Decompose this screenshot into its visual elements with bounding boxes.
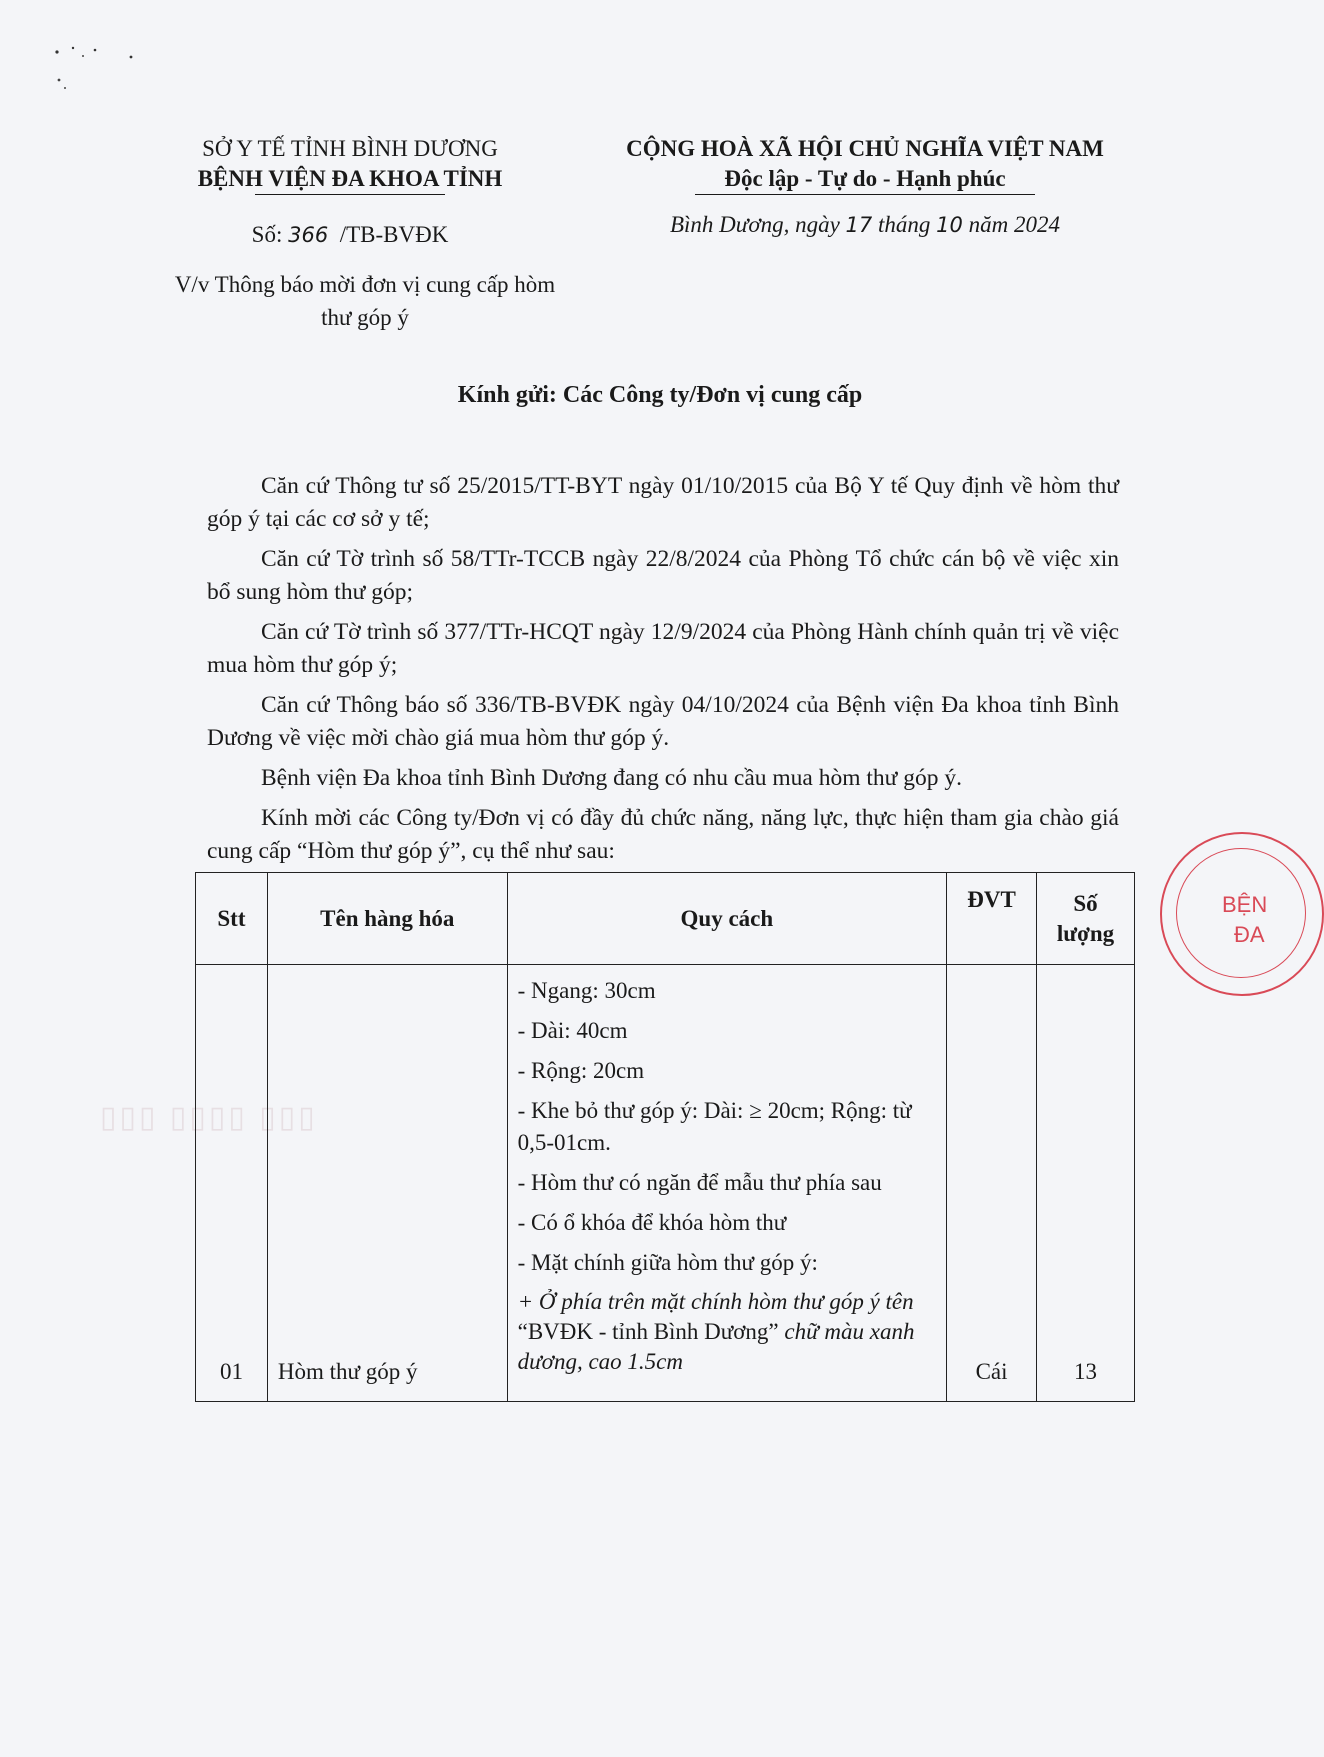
document-subject xyxy=(140,268,590,334)
number-prefix: Số: xyxy=(251,222,283,247)
handwritten-number: 366 xyxy=(288,223,329,247)
number-suffix: /TB-BVĐK xyxy=(339,222,449,247)
stamp-text-2: ĐA xyxy=(1234,922,1265,947)
cell-stt: 01 xyxy=(196,965,268,1402)
issuer-underline xyxy=(255,194,445,195)
paragraph: Căn cứ Thông báo số 336/TB-BVĐK ngày 04/10/2024 của Bệnh viện Đa khoa tỉnh Bình Dương về việc mời chào giá mua hòm thư góp ý. xyxy=(207,692,1119,751)
document-body xyxy=(207,470,1119,875)
spec-line: - Dài: 40cm xyxy=(517,1018,628,1043)
faded-background-stamp: ▯▯▯ ▯▯▯▯ ▯▯▯ xyxy=(100,1101,318,1134)
header-quantity-line1: Số xyxy=(1073,890,1098,916)
header-quantity-line2: lượng xyxy=(1056,920,1115,946)
document-date xyxy=(585,212,1145,238)
spec-line: - Ngang: 30cm xyxy=(517,978,656,1003)
date-month-label: tháng xyxy=(878,212,931,237)
stamp-text-1: BỆN xyxy=(1222,892,1268,917)
paragraph: Căn cứ Thông tư số 25/2015/TT-BYT ngày 01/10/2015 của Bộ Y tế Quy định về hòm thư góp ý tại các cơ sở y tế; xyxy=(207,473,1119,532)
paragraph: Kính mời các Công ty/Đơn vị có đầy đủ chức năng, năng lực, thực hiện tham gia chào giá cung cấp “Hòm thư góp ý”, cụ thể như sau: xyxy=(207,805,1119,864)
paragraph: Căn cứ Tờ trình số 58/TTr-TCCB ngày 22/8/2024 của Phòng Tổ chức cán bộ về việc xin bổ sung hòm thư góp; xyxy=(207,546,1119,605)
spec-hospital-name: “BVĐK - tỉnh Bình Dương” xyxy=(517,1319,779,1344)
spec-line: - Có ổ khóa để khóa hòm thư xyxy=(517,1210,787,1235)
spec-line-display xyxy=(518,1287,936,1377)
header-stt: Stt xyxy=(196,873,268,965)
date-place: Bình Dương, ngày xyxy=(669,212,840,237)
header-quantity xyxy=(1037,873,1135,965)
handwritten-day: 17 xyxy=(845,213,873,237)
subject-line-1: V/v Thông báo mời đơn vị cung cấp hòm xyxy=(174,272,556,297)
header-spec: Quy cách xyxy=(507,873,946,965)
spec-line: - Mặt chính giữa hòm thư góp ý: xyxy=(517,1250,818,1275)
spec-line: - Rộng: 20cm xyxy=(517,1058,645,1083)
table-row xyxy=(196,965,1135,1402)
cell-item-name: Hòm thư góp ý xyxy=(267,965,507,1402)
paragraph: Căn cứ Tờ trình số 377/TTr-HCQT ngày 12/9/2024 của Phòng Hành chính quản trị về việc mua hòm thư góp ý; xyxy=(207,619,1119,678)
cell-spec xyxy=(507,965,946,1402)
national-header xyxy=(585,134,1145,195)
red-seal-stamp xyxy=(1160,832,1324,996)
issuer-header xyxy=(150,134,550,195)
spec-italic-part-1: + Ở phía trên mặt chính hòm thư góp ý tên xyxy=(517,1289,914,1314)
handwritten-month: 10 xyxy=(936,213,963,237)
paragraph: Bệnh viện Đa khoa tỉnh Bình Dương đang có nhu cầu mua hòm thư góp ý. xyxy=(261,765,963,791)
cell-quantity: 13 xyxy=(1037,965,1135,1402)
spec-italic-part-2: chữ màu xanh dương, cao 1.5cm xyxy=(517,1319,915,1374)
spec-line: - Hòm thư có ngăn để mẫu thư phía sau xyxy=(517,1170,882,1195)
table-header-row xyxy=(196,873,1135,965)
greeting: Kính gửi: Các Công ty/Đơn vị cung cấp xyxy=(457,382,863,408)
motto-underline xyxy=(695,194,1035,195)
national-motto: Độc lập - Tự do - Hạnh phúc xyxy=(724,166,1006,191)
header-item-name: Tên hàng hóa xyxy=(267,873,507,965)
scan-specks xyxy=(45,30,165,100)
issuer-department: SỞ Y TẾ TỈNH BÌNH DƯƠNG xyxy=(202,136,498,161)
date-year: năm 2024 xyxy=(968,212,1061,237)
document-number xyxy=(150,222,550,248)
goods-table xyxy=(195,872,1135,1402)
header-unit: ĐVT xyxy=(947,873,1037,965)
spec-line: - Khe bỏ thư góp ý: Dài: ≥ 20cm; Rộng: từ 0,5-01cm. xyxy=(517,1098,912,1155)
national-title: CỘNG HOÀ XÃ HỘI CHỦ NGHĨA VIỆT NAM xyxy=(626,136,1104,161)
issuer-hospital: BỆNH VIỆN ĐA KHOA TỈNH xyxy=(197,166,503,191)
subject-line-2: thư góp ý xyxy=(321,305,409,330)
cell-unit: Cái xyxy=(947,965,1037,1402)
